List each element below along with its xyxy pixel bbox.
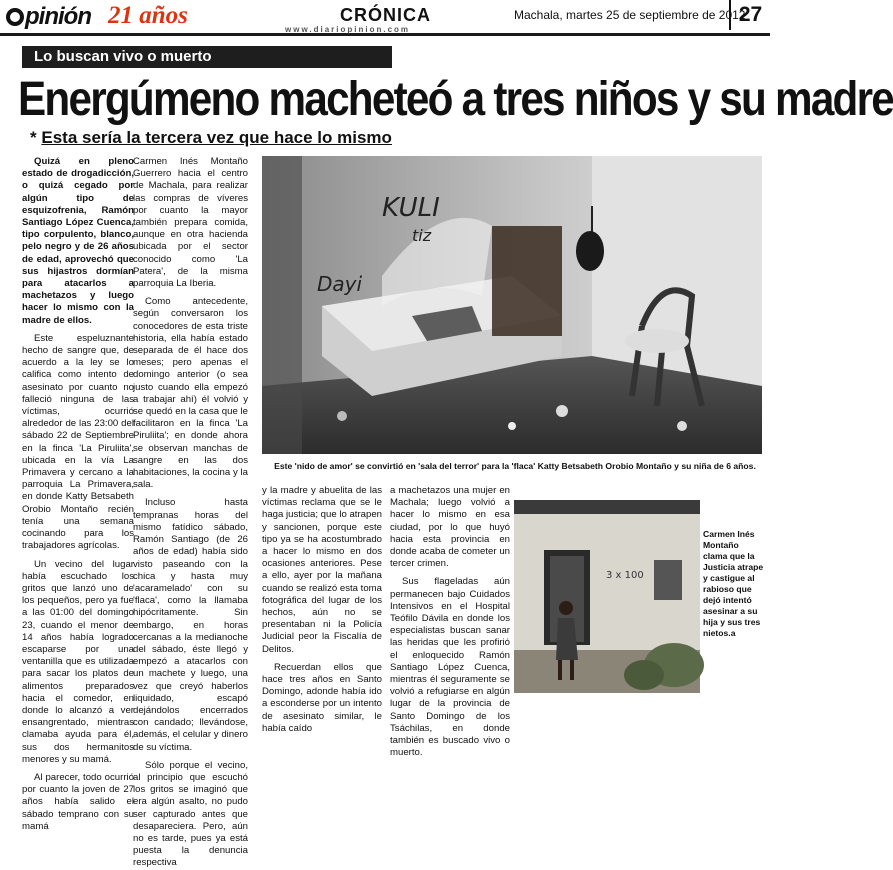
body-paragraph: Carmen Inés Montaño Guerrero hacia el centro de Machala, para realizar las compras de víveres por cuanto la mayor también prepara comida, aunque en otra hacienda ubicada por el sector conocido como 'La Patera', de la misma parroquia La Iberia. [133,156,248,290]
lead-paragraph: Quizá en pleno estado de drogadicción, o quizá cegado por algún tipo de esquizofrenia, Ramón Santiago López Cuenca, tipo corpulento, blanco, pelo negro y de 26 años de edad, aprovechó que sus hijastros dormían para atacarlos a machetazos y luego hacer lo mismo con la madre de ellos. [22,156,134,326]
dateline: Machala, martes 25 de septiembre de 2012 [514,8,746,22]
newspaper-logo[interactable] [6,3,91,31]
anniversary-label: 21 años [108,2,188,29]
article-column-4 [390,485,510,759]
body-paragraph: Un vecino del lugar había escuchado los gritos que lanzó uno de los pequeños, pero ya fue a las 01:00 del domingo 23, cuando el menor de 14 años había logrado escaparse por una ventanilla que es utilizada para sacar los platos de alimentos preparados hacia el comedor, en donde lo alcanzó a ver ensangrentado, mientras clamaba ayuda para él, sus dos hermanitos menores y su mamá. [22,558,134,765]
body-paragraph: Incluso hasta tempranas horas del mismo fatídico sábado, Ramón Santiago (de 26 años de edad) había sido visto paseando con la chica y hasta muy 'acaramelado' con su 'flaca', como la llamaba hipócritamente. Sin embargo, en horas cercanas a la medianoche del sábado, éste llegó y empezó a atacarlos con un machete y luego, una vez que creyó haberlos liquidado, escapó dejándolos encerrados con candado; llevándose, además, el celular y dinero de su víctima. [133,497,248,753]
body-paragraph: Recuerdan ellos que hace tres años en Santo Domingo, adonde había ido a esconderse por un intento de asesinato similar, le había caído [262,661,382,734]
photo2-caption: Carmen Inés Montaño clama que la Justicia atrape y castigue al rabioso que dejó intentó asesinar a su hija y sus tres nietos.a [703,529,764,638]
section-name: CRÓNICA [340,5,431,25]
wall-graffiti: KULI [382,193,440,223]
body-paragraph: Como antecedente, según conversaron los conocedores de esta triste historia, ella había estado separada de él hace dos meses; pero apenas el domingo anterior (o sea justo cuando ella empezó a trabajar ahí) él volvió y se quedó en la casa que le facilitaron en la finca 'La Piruliita'; en donde ahora se observan manchas de sangre en las dos habitaciones, la cocina y la sala. [133,296,248,491]
body-paragraph: Sus flageladas aún permanecen bajo Cuidados Intensivos en el Hospital Teófilo Dávila en donde los especialistas buscan sanar las heridas que les profirió el enloquecido Ramón Santiago López Cuenca, mientras él seguramente se volvió a refugiarse en algún lugar de la provincia de Santo Domingo de los Tsáchilas, en donde también es buscado vivo o muerto. [390,576,510,759]
house-exterior-illustration [514,500,700,693]
body-paragraph: Sólo porque el vecino, al principio que escuchó los gritos se imaginó que era algún asalto, no pudo ser capturado antes que desapareciera. Pero, aún no es tarde, pues ya está puesta la denuncia respectiva [133,759,248,869]
article-column-1 [22,156,134,832]
logo-o-ring [6,8,24,26]
wall-number: 3 x 100 [606,570,644,581]
kicker-banner: Lo buscan vivo o muerto [22,46,392,68]
body-paragraph: Este espeluznante hecho de sangre que, de acuerdo a la ley se lo califica como intento de asesinato por cuanto no falleció ninguna de las víctimas, ocurrió alrededor de las 23:00 del sábado 22 de Septiembre en la finca 'La Piruliita', ubicada en la vía La Primavera y cercano a la parroquia La Primavera, en donde Katty Betsabeth Orobio Montaño recién tenía una semana cocinando para los trabajadores agrícolas. [22,332,134,552]
wall-graffiti: Dayi [317,272,363,296]
crime-scene-photo[interactable] [262,156,762,454]
photo-caption: Este 'nido de amor' se convirtió en 'sala del terror' para la 'flaca' Katty Betsabeth Orobio Montaño y su niña de 6 años. [274,461,756,471]
website-url[interactable]: www.diariopinion.com [285,25,411,34]
body-paragraph: Al parecer, todo ocurrió por cuanto la joven de 27 años había salido el sábado temprano con su mamá [22,771,134,832]
house-exterior-photo[interactable] [514,500,700,693]
article-column-3 [262,485,383,734]
subheadline [30,128,392,148]
subhead-text: Esta sería la tercera vez que hace lo mismo [41,128,392,147]
subhead-bullet: * [30,128,37,147]
article-column-2 [133,156,248,869]
page-number: 27 [729,0,770,30]
headline: Energúmeno macheteó a tres niños y su madre [18,73,893,126]
body-paragraph: a machetazos una mujer en Machala; luego volvió a hacer lo mismo en esa ciudad, por lo que huyó hacia esta provincia en donde acaba de cometer un tercer crimen. [390,485,510,570]
crime-scene-illustration [262,156,762,454]
wall-graffiti: tiz [412,226,432,245]
logo-text: pinión [25,3,91,30]
body-paragraph: y la madre y abuelita de las víctimas reclama que se le haga justicia; que lo atrapen y sancionen, porque este tipo ya se ha acostumbrado a hacer lo mismo en dos ocasiones anteriores. Pese a ello, ayer por la mañana cuando se realizó esta toma fotográfica del lugar de los hechos, aún no se presentaban ni la Policía Judicial peor la Fiscalía de Delitos. [262,485,383,655]
